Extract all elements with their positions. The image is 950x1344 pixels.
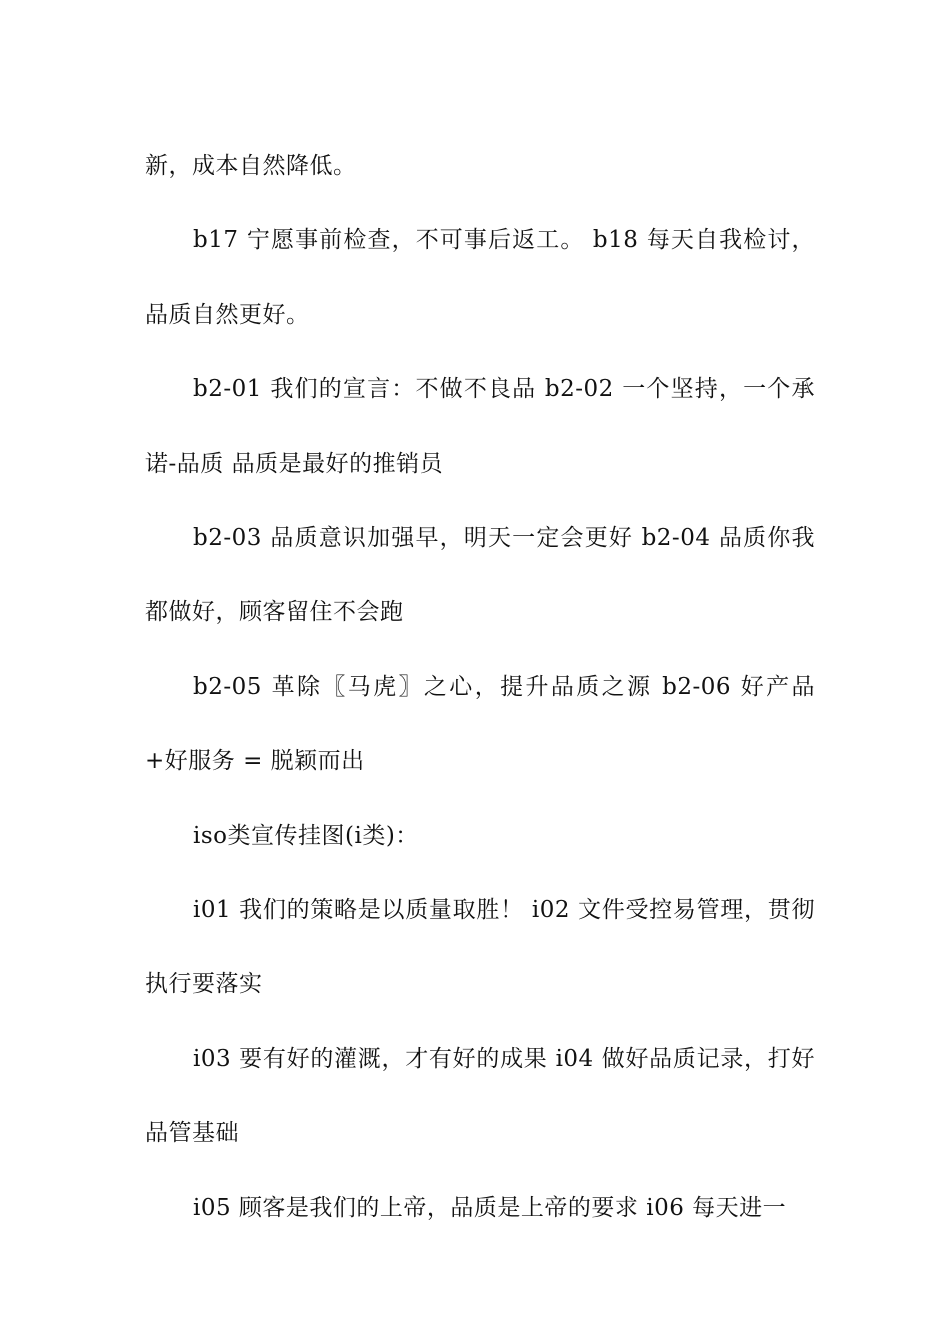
paragraph-b17-b18: b17 宁愿事前检查，不可事后返工。 b18 每天自我检讨，品质自然更好。	[145, 227, 815, 328]
document-body	[145, 129, 815, 1245]
paragraph-i03-i04: i03 要有好的灌溉，才有好的成果 i04 做好品质记录，打好品管基础	[145, 1045, 815, 1147]
paragraph-continuation: 新，成本自然降低。	[145, 153, 357, 179]
section-heading-iso: iso类宣传挂图(i类)：	[193, 822, 419, 849]
paragraph-i01-i02: i01 我们的策略是以质量取胜！ i02 文件受控易管理，贯彻执行要落实	[145, 897, 815, 998]
paragraph-i05-i06: i05 顾客是我们的上帝，品质是上帝的要求 i06 每天进一	[193, 1194, 787, 1221]
paragraph-b2-03-b2-04: b2-03 品质意识加强早，明天一定会更好 b2-04 品质你我都做好，顾客留住不会跑	[145, 525, 815, 626]
paragraph-b2-01-b2-02: b2-01 我们的宣言：不做不良品 b2-02 一个坚持，一个承诺-品质 品质是最好的推销员	[145, 376, 815, 477]
paragraph-b2-05-b2-06: b2-05 革除〖马虎〗之心，提升品质之源 b2-06 好产品 +好服务 = 脱颖而出	[145, 673, 815, 775]
